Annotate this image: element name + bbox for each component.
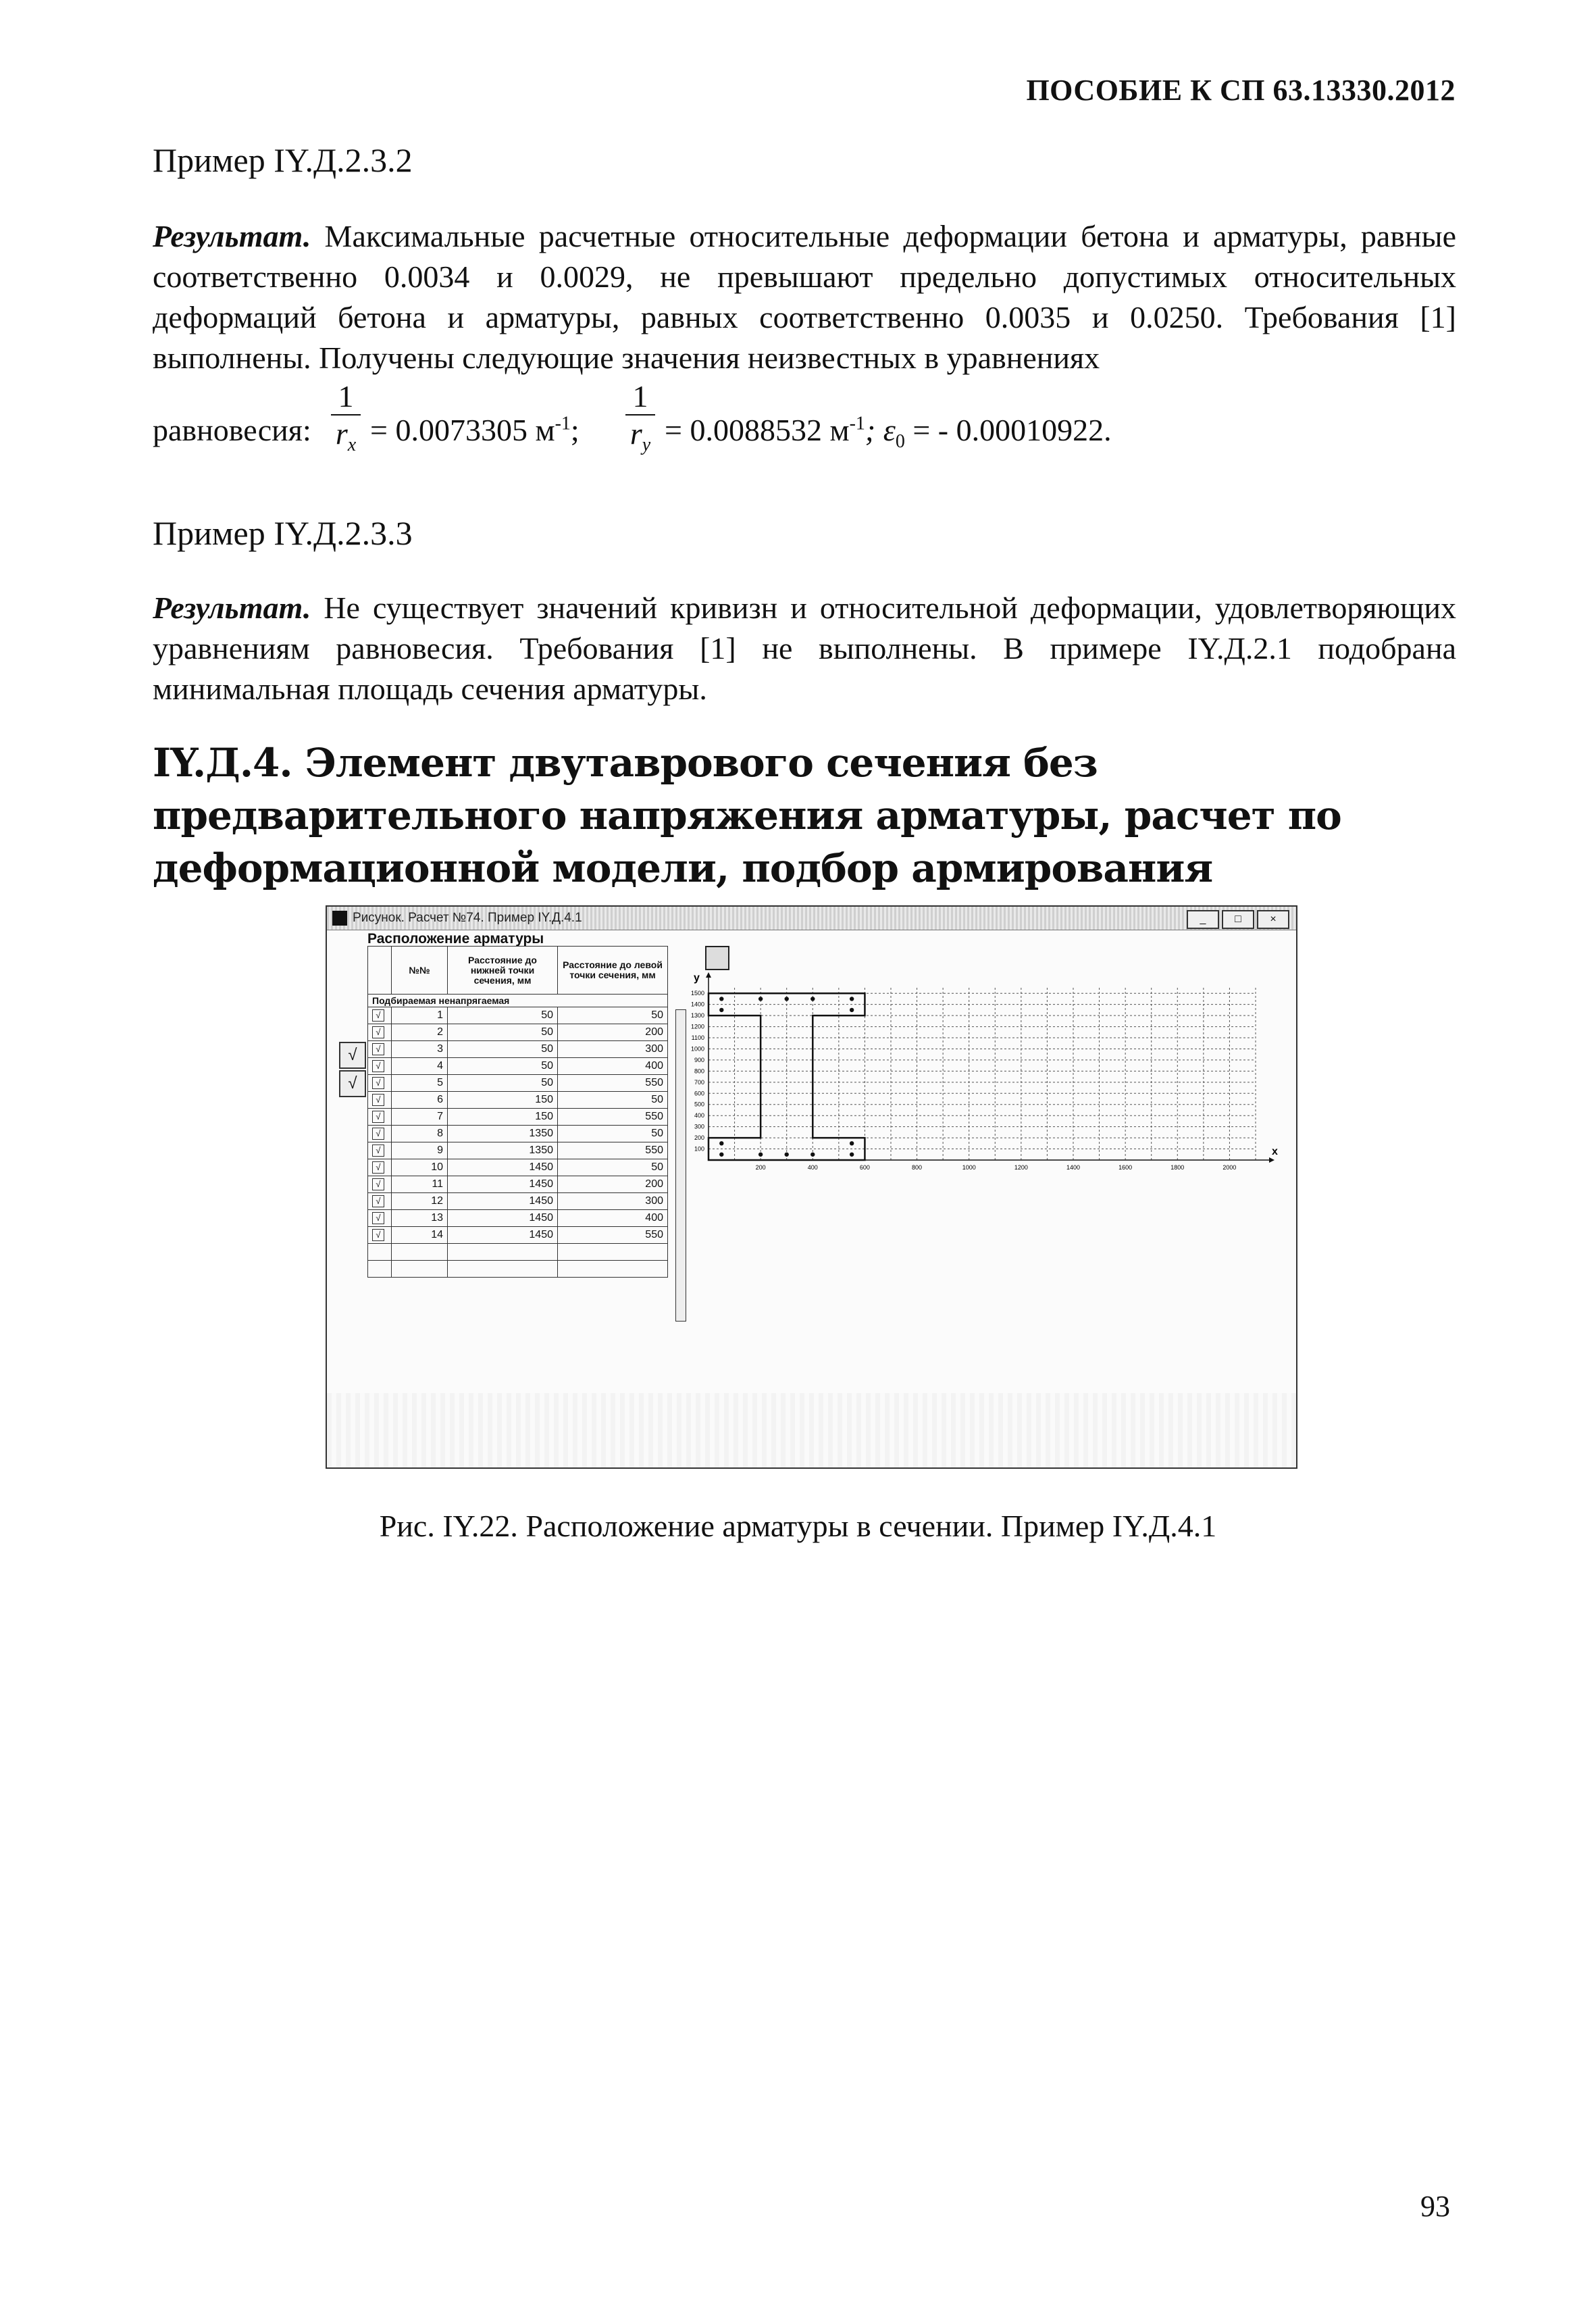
row-distance-bottom: 150 — [448, 1109, 558, 1126]
row-checkbox[interactable]: √ — [368, 1058, 392, 1075]
rebar-point — [850, 1141, 854, 1145]
number-column-header: №№ — [392, 947, 448, 995]
row-distance-left: 550 — [558, 1142, 668, 1159]
row-distance-left: 550 — [558, 1227, 668, 1244]
row-distance-bottom: 50 — [448, 1041, 558, 1058]
row-distance-left: 400 — [558, 1210, 668, 1227]
row-checkbox[interactable]: √ — [368, 1041, 392, 1058]
example-title-2-3-3: Пример IY.Д.2.3.3 — [153, 514, 413, 552]
row-distance-left: 400 — [558, 1058, 668, 1075]
row-distance-bottom: 150 — [448, 1092, 558, 1109]
fraction-rx: 1 $r_x$ — [331, 378, 361, 456]
y-tick-label: 200 — [694, 1134, 704, 1142]
app-icon — [332, 911, 347, 926]
row-checkbox[interactable]: √ — [368, 1109, 392, 1126]
minimize-button[interactable]: _ — [1187, 910, 1219, 929]
rebar-point — [785, 1153, 789, 1157]
row-number: 6 — [392, 1092, 448, 1109]
window-title: Рисунок. Расчет №74. Пример IY.Д.4.1 — [353, 911, 582, 925]
rebar-point — [810, 1153, 815, 1157]
row-distance-bottom: 1450 — [448, 1193, 558, 1210]
row-number: 4 — [392, 1058, 448, 1075]
uncheck-all-button[interactable]: √ — [339, 1070, 366, 1097]
row-checkbox[interactable]: √ — [368, 1024, 392, 1041]
table-row[interactable] — [368, 1176, 668, 1193]
y-tick-label: 600 — [694, 1090, 704, 1097]
table-row[interactable] — [368, 1227, 668, 1244]
row-distance-left: 200 — [558, 1176, 668, 1193]
row-distance-left: 550 — [558, 1109, 668, 1126]
x-axis-arrow — [1269, 1157, 1275, 1163]
row-number: 14 — [392, 1227, 448, 1244]
table-row[interactable] — [368, 1024, 668, 1041]
rebar-point — [719, 1008, 723, 1012]
row-distance-left: 50 — [558, 1092, 668, 1109]
row-distance-left: 300 — [558, 1041, 668, 1058]
table-row[interactable] — [368, 1092, 668, 1109]
y-tick-label: 900 — [694, 1056, 704, 1063]
status-area — [327, 1393, 1296, 1467]
rebar-point — [719, 1141, 723, 1145]
toolbar-icon[interactable] — [705, 946, 729, 970]
y-tick-label: 500 — [694, 1101, 704, 1108]
y-tick-label: 1300 — [690, 1012, 704, 1020]
table-body — [368, 995, 668, 1278]
row-number: 5 — [392, 1075, 448, 1092]
value-1-over-ry-and-eps: = 0.0088532 $м^{-1}$; $\varepsilon_0$ = - 0.00010922. — [665, 413, 1112, 453]
row-distance-left: 50 — [558, 1159, 668, 1176]
figure-caption: Рис. IY.22. Расположение арматуры в сечении. Пример IY.Д.4.1 — [379, 1509, 1217, 1543]
section-heading: IY.Д.4. Элемент двутаврового сечения без предварительного напряжения арматуры, расчет по деформационной модели, подбор армирования — [153, 740, 1341, 891]
row-checkbox[interactable]: √ — [368, 1126, 392, 1142]
row-checkbox[interactable]: √ — [368, 1075, 392, 1092]
distance-bottom-header: Расстояние до нижней точки сечения, мм — [448, 947, 558, 995]
formula-prefix: равновесия: — [153, 413, 311, 447]
row-distance-bottom: 1350 — [448, 1142, 558, 1159]
row-distance-bottom: 1450 — [448, 1210, 558, 1227]
y-tick-label: 300 — [694, 1123, 704, 1130]
rebar-point — [719, 1153, 723, 1157]
x-tick-label: 800 — [912, 1164, 923, 1171]
x-tick-label: 1800 — [1170, 1164, 1185, 1171]
reinforcement-table — [367, 946, 668, 1278]
check-all-button[interactable]: √ — [339, 1042, 366, 1069]
row-distance-left: 200 — [558, 1024, 668, 1041]
row-distance-bottom: 50 — [448, 1058, 558, 1075]
rebar-point — [850, 1008, 854, 1012]
row-number: 7 — [392, 1109, 448, 1126]
row-number: 9 — [392, 1142, 448, 1159]
y-tick-label: 1200 — [690, 1023, 704, 1030]
row-number: 13 — [392, 1210, 448, 1227]
row-checkbox[interactable]: √ — [368, 1159, 392, 1176]
y-tick-label: 700 — [694, 1078, 704, 1086]
row-number: 2 — [392, 1024, 448, 1041]
row-number: 1 — [392, 1007, 448, 1024]
row-distance-left: 50 — [558, 1007, 668, 1024]
y-tick-label: 800 — [694, 1067, 704, 1075]
distance-left-header: Расстояние до левой точки сечения, мм — [558, 947, 668, 995]
row-distance-bottom: 50 — [448, 1007, 558, 1024]
table-row[interactable] — [368, 1159, 668, 1176]
result-lead: Результат. — [153, 590, 311, 625]
row-distance-bottom: 50 — [448, 1024, 558, 1041]
app-window-screenshot — [326, 905, 1297, 1469]
paragraph-result-1 — [153, 216, 1456, 378]
checkbox-column-header — [368, 947, 392, 995]
x-tick-label: 1000 — [962, 1164, 976, 1171]
maximize-button[interactable]: □ — [1222, 910, 1254, 929]
y-tick-label: 1000 — [690, 1045, 704, 1053]
panel-title: Расположение арматуры — [367, 931, 544, 947]
x-tick-label: 400 — [807, 1164, 818, 1171]
row-distance-left: 300 — [558, 1193, 668, 1210]
value-1-over-rx: = 0.0073305 $м^{-1}$; — [370, 413, 580, 447]
table-row[interactable] — [368, 1075, 668, 1092]
group-row: Подбираемая ненапрягаемая — [368, 995, 668, 1007]
x-axis-label: x — [1272, 1146, 1278, 1157]
result-text: Не существует значений кривизн и относительной деформации, удовлетворяющих уравнениям равновесия. Требования [1] не выполнены. В примере IY.Д.2.1 подобрана минимальная площадь сечения арматуры. — [153, 590, 1456, 706]
table-row[interactable] — [368, 1007, 668, 1024]
row-checkbox[interactable]: √ — [368, 1176, 392, 1193]
close-button[interactable]: × — [1257, 910, 1289, 929]
y-tick-label: 100 — [694, 1145, 704, 1153]
row-distance-bottom: 1450 — [448, 1159, 558, 1176]
table-row[interactable] — [368, 1210, 668, 1227]
result-lead: Результат. — [153, 219, 311, 253]
example-title-2-3-2: Пример IY.Д.2.3.2 — [153, 141, 413, 179]
rebar-point — [810, 997, 815, 1001]
row-checkbox[interactable]: √ — [368, 1193, 392, 1210]
row-number: 10 — [392, 1159, 448, 1176]
table-row[interactable] — [368, 1142, 668, 1159]
table-row[interactable] — [368, 1041, 668, 1058]
table-row[interactable] — [368, 1058, 668, 1075]
rebar-point — [850, 1153, 854, 1157]
row-checkbox[interactable]: √ — [368, 1142, 392, 1159]
rebar-point — [758, 997, 763, 1001]
y-tick-label: 1500 — [690, 990, 704, 997]
table-row[interactable] — [368, 1109, 668, 1126]
row-number: 8 — [392, 1126, 448, 1142]
x-tick-label: 200 — [755, 1164, 766, 1171]
empty-row — [368, 1244, 668, 1261]
x-tick-label: 1400 — [1066, 1164, 1081, 1171]
rebar-point — [719, 997, 723, 1001]
y-axis-arrow — [706, 972, 711, 978]
x-tick-label: 600 — [859, 1164, 870, 1171]
running-header: ПОСОБИЕ К СП 63.13330.2012 — [1026, 74, 1456, 107]
empty-row — [368, 1261, 668, 1278]
rebar-point — [850, 997, 854, 1001]
section-chart — [675, 967, 1283, 1177]
fraction-ry: 1 $r_y$ — [625, 378, 655, 456]
title-bar — [327, 907, 1296, 930]
rebar-point — [758, 1153, 763, 1157]
x-tick-label: 2000 — [1222, 1164, 1237, 1171]
result-text: Максимальные расчетные относительные деформации бетона и арматуры, равные соответственно 0.0034 и 0.0029, не превышают предельно допустимых относительных деформаций бетона и арматуры, равных соответственно 0.0035 и 0.0250. Требования [1] выполнены. Получены следующие значения неизвестных в уравнениях — [153, 219, 1456, 375]
y-tick-label: 400 — [694, 1112, 704, 1120]
y-tick-label: 1100 — [691, 1034, 704, 1042]
row-distance-bottom: 1450 — [448, 1227, 558, 1244]
row-checkbox[interactable]: √ — [368, 1007, 392, 1024]
table-row[interactable] — [368, 1126, 668, 1142]
table-row[interactable] — [368, 1193, 668, 1210]
x-tick-label: 1600 — [1118, 1164, 1133, 1171]
row-checkbox[interactable]: √ — [368, 1227, 392, 1244]
row-distance-bottom: 50 — [448, 1075, 558, 1092]
y-axis-label: y — [694, 972, 700, 984]
row-distance-bottom: 1350 — [448, 1126, 558, 1142]
row-number: 3 — [392, 1041, 448, 1058]
x-tick-label: 1200 — [1014, 1164, 1028, 1171]
y-tick-label: 1400 — [690, 1001, 704, 1008]
row-number: 11 — [392, 1176, 448, 1193]
row-distance-bottom: 1450 — [448, 1176, 558, 1193]
row-distance-left: 550 — [558, 1075, 668, 1092]
row-checkbox[interactable]: √ — [368, 1092, 392, 1109]
row-distance-left: 50 — [558, 1126, 668, 1142]
page-number: 93 — [1420, 2190, 1450, 2223]
paragraph-result-2 — [153, 588, 1456, 709]
row-number: 12 — [392, 1193, 448, 1210]
equilibrium-formula — [153, 378, 1456, 480]
row-checkbox[interactable]: √ — [368, 1210, 392, 1227]
rebar-point — [785, 997, 789, 1001]
